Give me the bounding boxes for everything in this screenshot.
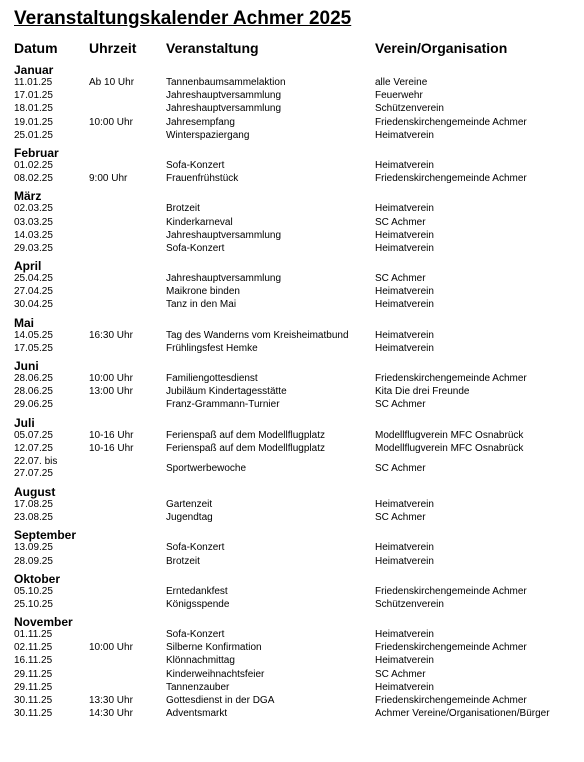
event-name: Gottesdienst in der DGA <box>166 695 275 706</box>
event-organization: Heimatverein <box>375 203 434 215</box>
event-name: Jahreshauptversammlung <box>166 273 282 285</box>
event-time: 9:00 Uhr <box>89 173 128 185</box>
month-heading <box>0 60 584 77</box>
event-row <box>0 90 584 103</box>
event-organization: SC Achmer <box>375 512 426 524</box>
event-time: 10:00 Uhr <box>89 642 133 654</box>
event-name: Brotzeit <box>166 555 200 567</box>
event-row <box>0 299 584 312</box>
event-name: Silberne Konfirmation <box>166 642 262 654</box>
event-date: 22.07. bis 27.07.25 <box>14 455 58 479</box>
event-name: Jubiläum Kindertagesstätte <box>166 386 287 398</box>
event-row <box>0 386 584 399</box>
event-organization: Heimatverein <box>375 655 434 667</box>
event-organization: Kita Die drei Freunde <box>375 386 470 398</box>
event-date: 30.11.25 <box>14 708 53 720</box>
event-date: 01.11.25 <box>14 629 53 641</box>
event-organization: Schützenverein <box>375 103 444 115</box>
event-date: 14.03.25 <box>14 229 53 241</box>
event-row <box>0 599 584 612</box>
event-row <box>0 117 584 130</box>
event-row <box>0 430 584 443</box>
month-name: Januar <box>14 63 54 77</box>
event-organization: Heimatverein <box>375 555 434 567</box>
month-name: Oktober <box>14 571 61 586</box>
event-organization: Friedenskirchengemeinde Achmer <box>375 116 527 128</box>
event-organization: alle Vereine <box>375 77 428 88</box>
event-name: Gartenzeit <box>166 498 213 510</box>
event-name: Kinderweihnachtsfeier <box>166 668 265 680</box>
event-date: 03.03.25 <box>14 216 53 228</box>
event-date: 01.02.25 <box>14 159 53 171</box>
event-organization: Friedenskirchengemeinde Achmer <box>375 173 527 185</box>
event-name: Sofa-Konzert <box>166 242 225 254</box>
event-organization: Friedenskirchengemeinde Achmer <box>375 373 527 384</box>
event-organization: Heimatverein <box>375 342 434 354</box>
event-row <box>0 243 584 256</box>
month-name: Februar <box>14 145 59 160</box>
event-row <box>0 230 584 243</box>
event-organization: SC Achmer <box>375 399 426 411</box>
month-heading <box>0 569 584 586</box>
event-row <box>0 682 584 695</box>
event-row <box>0 542 584 555</box>
event-organization: Schützenverein <box>375 598 444 610</box>
event-row <box>0 77 584 90</box>
event-date: 29.11.25 <box>14 681 53 693</box>
event-name: Jahreshauptversammlung <box>166 103 282 115</box>
event-date: 25.01.25 <box>14 129 53 141</box>
event-name: Jahresempfang <box>166 116 235 128</box>
event-date: 13.09.25 <box>14 542 53 554</box>
event-name: Ferienspaß auf dem Modellflugplatz <box>166 442 325 454</box>
event-date: 16.11.25 <box>14 655 53 667</box>
event-row <box>0 399 584 412</box>
month-name: September <box>14 528 77 543</box>
event-date: 23.08.25 <box>14 512 53 524</box>
event-row <box>0 443 584 456</box>
month-name: Juni <box>14 359 39 373</box>
event-row <box>0 160 584 173</box>
month-name: April <box>14 259 42 274</box>
event-name: Tanz in den Mai <box>166 299 237 311</box>
column-header-date: Datum <box>14 40 58 56</box>
month-heading <box>0 313 584 330</box>
event-name: Jugendtag <box>166 512 213 524</box>
event-organization: SC Achmer <box>375 462 426 474</box>
event-name: Kinderkarneval <box>166 216 233 228</box>
event-name: Ferienspaß auf dem Modellflugplatz <box>166 429 325 441</box>
calendar-table <box>0 60 584 721</box>
event-name: Adventsmarkt <box>166 708 228 720</box>
event-organization: Heimatverein <box>375 681 434 693</box>
event-name: Maikrone binden <box>166 286 240 298</box>
event-organization: Friedenskirchengemeinde Achmer <box>375 585 527 597</box>
page-title: Veranstaltungskalender Achmer 2025 <box>14 8 352 29</box>
event-row <box>0 330 584 343</box>
event-time: 13:30 Uhr <box>89 695 133 706</box>
event-date: 29.06.25 <box>14 399 53 411</box>
event-name: Jahreshauptversammlung <box>166 90 282 102</box>
column-header-event: Veranstaltung <box>166 40 259 56</box>
event-name: Familiengottesdienst <box>166 373 258 384</box>
event-organization: SC Achmer <box>375 273 426 285</box>
event-row <box>0 203 584 216</box>
event-name: Sofa-Konzert <box>166 542 225 554</box>
event-date: 02.03.25 <box>14 203 53 215</box>
month-heading <box>0 256 584 273</box>
event-row <box>0 173 584 186</box>
month-name: Juli <box>14 415 35 430</box>
event-row <box>0 629 584 642</box>
event-organization: Heimatverein <box>375 286 434 298</box>
month-name: November <box>14 615 73 630</box>
event-organization: Heimatverein <box>375 129 434 141</box>
event-row <box>0 586 584 599</box>
event-name: Sportwerbewoche <box>166 462 247 474</box>
event-date: 25.04.25 <box>14 273 53 285</box>
event-organization: Heimatverein <box>375 299 434 311</box>
event-time: 16:30 Uhr <box>89 329 133 341</box>
event-organization: Feuerwehr <box>375 90 423 102</box>
event-organization: Heimatverein <box>375 498 434 510</box>
event-name: Jahreshauptversammlung <box>166 229 282 241</box>
event-row <box>0 655 584 668</box>
event-row <box>0 373 584 386</box>
event-date: 05.07.25 <box>14 429 53 441</box>
event-name: Tag des Wanderns vom Kreisheimatbund <box>166 329 349 341</box>
event-organization: Modellflugverein MFC Osnabrück <box>375 429 524 441</box>
event-name: Frauenfrühstück <box>166 173 239 185</box>
event-name: Tannenzauber <box>166 681 230 693</box>
event-name: Franz-Grammann-Turnier <box>166 399 280 411</box>
event-date: 05.10.25 <box>14 585 53 597</box>
month-name: August <box>14 484 56 499</box>
event-date: 17.01.25 <box>14 90 53 102</box>
event-row <box>0 499 584 512</box>
event-name: Klönnachmittag <box>166 655 235 667</box>
event-row <box>0 556 584 569</box>
event-row <box>0 695 584 708</box>
event-time: Ab 10 Uhr <box>89 77 135 88</box>
event-organization: Friedenskirchengemeinde Achmer <box>375 642 527 654</box>
month-heading <box>0 413 584 430</box>
event-date: 17.08.25 <box>14 498 53 510</box>
event-date: 30.04.25 <box>14 299 53 311</box>
event-date: 17.05.25 <box>14 342 53 354</box>
event-name: Königsspende <box>166 598 230 610</box>
event-name: Tannenbaumsammelaktion <box>166 77 286 88</box>
event-time: 10-16 Uhr <box>89 442 134 454</box>
event-organization: Heimatverein <box>375 159 434 171</box>
event-date: 25.10.25 <box>14 598 53 610</box>
event-name: Sofa-Konzert <box>166 159 225 171</box>
column-header-time: Uhrzeit <box>89 40 137 56</box>
event-row <box>0 103 584 116</box>
event-date: 08.02.25 <box>14 173 53 185</box>
event-date: 28.06.25 <box>14 373 53 384</box>
event-date: 02.11.25 <box>14 642 53 654</box>
month-heading <box>0 143 584 160</box>
event-row <box>0 343 584 356</box>
event-organization: Heimatverein <box>375 329 434 341</box>
event-date: 29.11.25 <box>14 668 53 680</box>
event-date: 19.01.25 <box>14 116 53 128</box>
event-date: 11.01.25 <box>14 77 53 88</box>
event-date: 29.03.25 <box>14 242 53 254</box>
event-date: 28.06.25 <box>14 386 53 398</box>
event-row <box>0 130 584 143</box>
event-organization: Heimatverein <box>375 229 434 241</box>
event-row <box>0 456 584 482</box>
event-row <box>0 708 584 721</box>
event-time: 10:00 Uhr <box>89 373 133 384</box>
event-organization: Modellflugverein MFC Osnabrück <box>375 442 524 454</box>
event-organization: Heimatverein <box>375 242 434 254</box>
event-date: 30.11.25 <box>14 695 53 706</box>
month-heading <box>0 612 584 629</box>
month-name: März <box>14 189 42 204</box>
event-date: 12.07.25 <box>14 442 53 454</box>
event-organization: Friedenskirchengemeinde Achmer <box>375 695 527 706</box>
event-row <box>0 217 584 230</box>
event-organization: Achmer Vereine/Organisationen/Bürger <box>375 708 550 720</box>
event-row <box>0 669 584 682</box>
month-heading <box>0 356 584 373</box>
month-heading <box>0 525 584 542</box>
month-name: Mai <box>14 315 35 330</box>
column-header-organization: Verein/Organisation <box>375 40 508 56</box>
event-date: 18.01.25 <box>14 103 53 115</box>
month-heading <box>0 482 584 499</box>
event-row <box>0 286 584 299</box>
event-row <box>0 512 584 525</box>
event-organization: SC Achmer <box>375 668 426 680</box>
event-time: 13:00 Uhr <box>89 386 133 398</box>
event-time: 10-16 Uhr <box>89 429 134 441</box>
month-heading <box>0 186 584 203</box>
event-name: Sofa-Konzert <box>166 629 225 641</box>
event-name: Erntedankfest <box>166 585 228 597</box>
event-organization: SC Achmer <box>375 216 426 228</box>
event-name: Winterspaziergang <box>166 129 250 141</box>
event-time: 14:30 Uhr <box>89 708 133 720</box>
event-name: Frühlingsfest Hemke <box>166 342 258 354</box>
event-date: 14.05.25 <box>14 329 53 341</box>
event-row <box>0 273 584 286</box>
event-date: 28.09.25 <box>14 555 53 567</box>
event-date: 27.04.25 <box>14 286 53 298</box>
event-time: 10:00 Uhr <box>89 116 133 128</box>
event-organization: Heimatverein <box>375 542 434 554</box>
event-row <box>0 642 584 655</box>
event-organization: Heimatverein <box>375 629 434 641</box>
event-name: Brotzeit <box>166 203 200 215</box>
